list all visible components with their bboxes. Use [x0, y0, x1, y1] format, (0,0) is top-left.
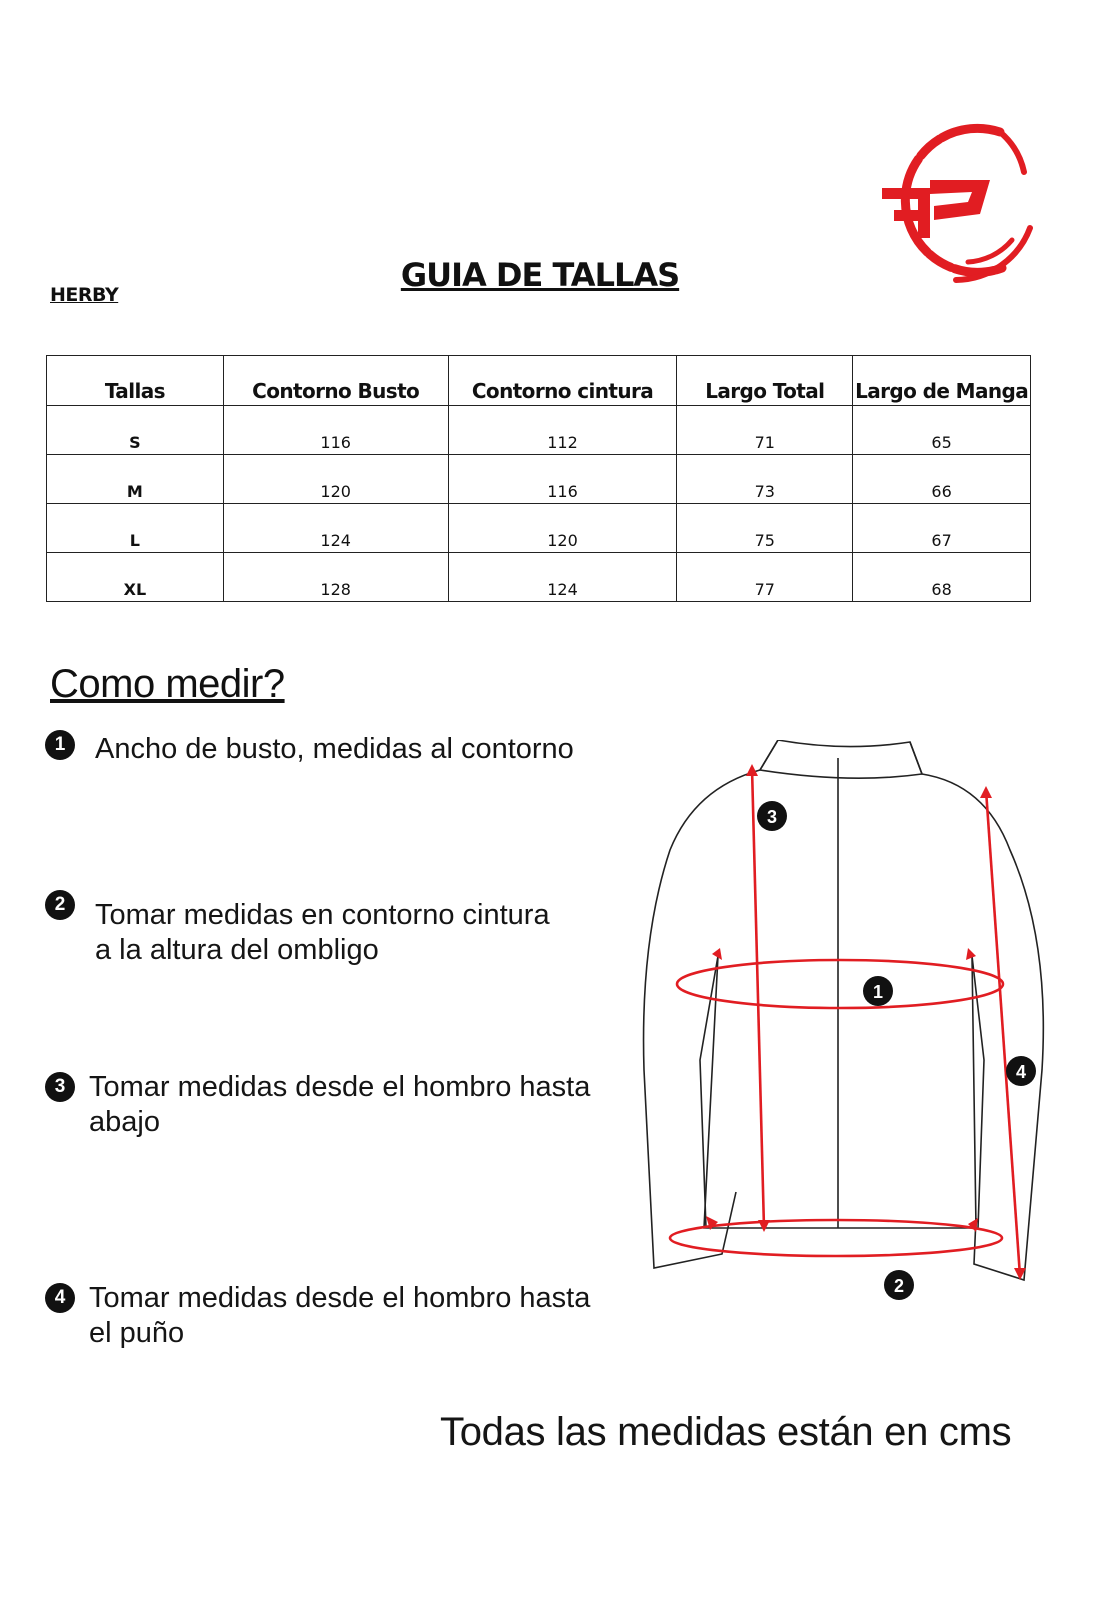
step-line: Ancho de busto, medidas al contorno [95, 733, 574, 765]
how-to-measure-title: Como medir? [50, 662, 285, 706]
table-cell: XL [47, 553, 224, 602]
step-line: Tomar medidas desde el hombro hasta [89, 1071, 591, 1103]
page-title: GUIA DE TALLAS [400, 256, 680, 294]
table-cell: 124 [223, 504, 448, 553]
step-text [89, 1070, 649, 1140]
step-number-badge: 4 [45, 1283, 75, 1313]
diagram-label: 2 [893, 1276, 905, 1296]
step-text [95, 898, 655, 968]
size-table [46, 355, 1031, 602]
step-line: Tomar medidas en contorno cintura [95, 899, 550, 931]
table-cell: 65 [853, 406, 1031, 455]
step-number-badge: 1 [45, 730, 75, 760]
jacket-outline [644, 740, 1044, 1280]
units-note: Todas las medidas están en cms [440, 1410, 1012, 1454]
table-cell: 68 [853, 553, 1031, 602]
table-row [47, 455, 1031, 504]
table-cell: 116 [448, 455, 677, 504]
column-header: Contorno cintura [448, 356, 677, 406]
table-cell: 77 [677, 553, 853, 602]
table-cell: 66 [853, 455, 1031, 504]
table-cell: 75 [677, 504, 853, 553]
step-number-badge: 2 [45, 890, 75, 920]
table-row [47, 553, 1031, 602]
measurement-lines [670, 768, 1020, 1276]
diagram-badge-4 [1006, 1056, 1036, 1086]
diagram-badge-3 [757, 801, 787, 831]
table-cell: S [47, 406, 224, 455]
column-header: Largo de Manga [853, 356, 1031, 406]
table-cell: 71 [677, 406, 853, 455]
table-row [47, 504, 1031, 553]
step-text [95, 732, 655, 767]
table-cell: 112 [448, 406, 677, 455]
table-row [47, 406, 1031, 455]
column-header: Largo Total [677, 356, 853, 406]
step-number-badge: 3 [45, 1072, 75, 1102]
table-cell: 116 [223, 406, 448, 455]
step-line: abajo [89, 1106, 160, 1138]
table-cell: 67 [853, 504, 1031, 553]
step-line: Tomar medidas desde el hombro hasta [89, 1282, 591, 1314]
table-cell: 120 [448, 504, 677, 553]
diagram-badge-2 [884, 1270, 914, 1300]
diagram-badge-1 [863, 976, 893, 1006]
column-header: Tallas [47, 356, 224, 406]
table-cell: 73 [677, 455, 853, 504]
jacket-diagram [640, 740, 1080, 1300]
table-cell: 124 [448, 553, 677, 602]
column-header: Contorno Busto [223, 356, 448, 406]
diagram-label: 3 [766, 807, 778, 827]
step-line: el puño [89, 1317, 185, 1349]
product-name: HERBY [50, 284, 119, 306]
diagram-label: 4 [1015, 1062, 1027, 1082]
table-cell: M [47, 455, 224, 504]
table-header-row [47, 356, 1031, 406]
step-line: a la altura del ombligo [95, 934, 379, 966]
table-cell: 128 [223, 553, 448, 602]
table-cell: 120 [223, 455, 448, 504]
step-text [89, 1281, 649, 1351]
table-cell: L [47, 504, 224, 553]
diagram-label: 1 [872, 982, 884, 1002]
